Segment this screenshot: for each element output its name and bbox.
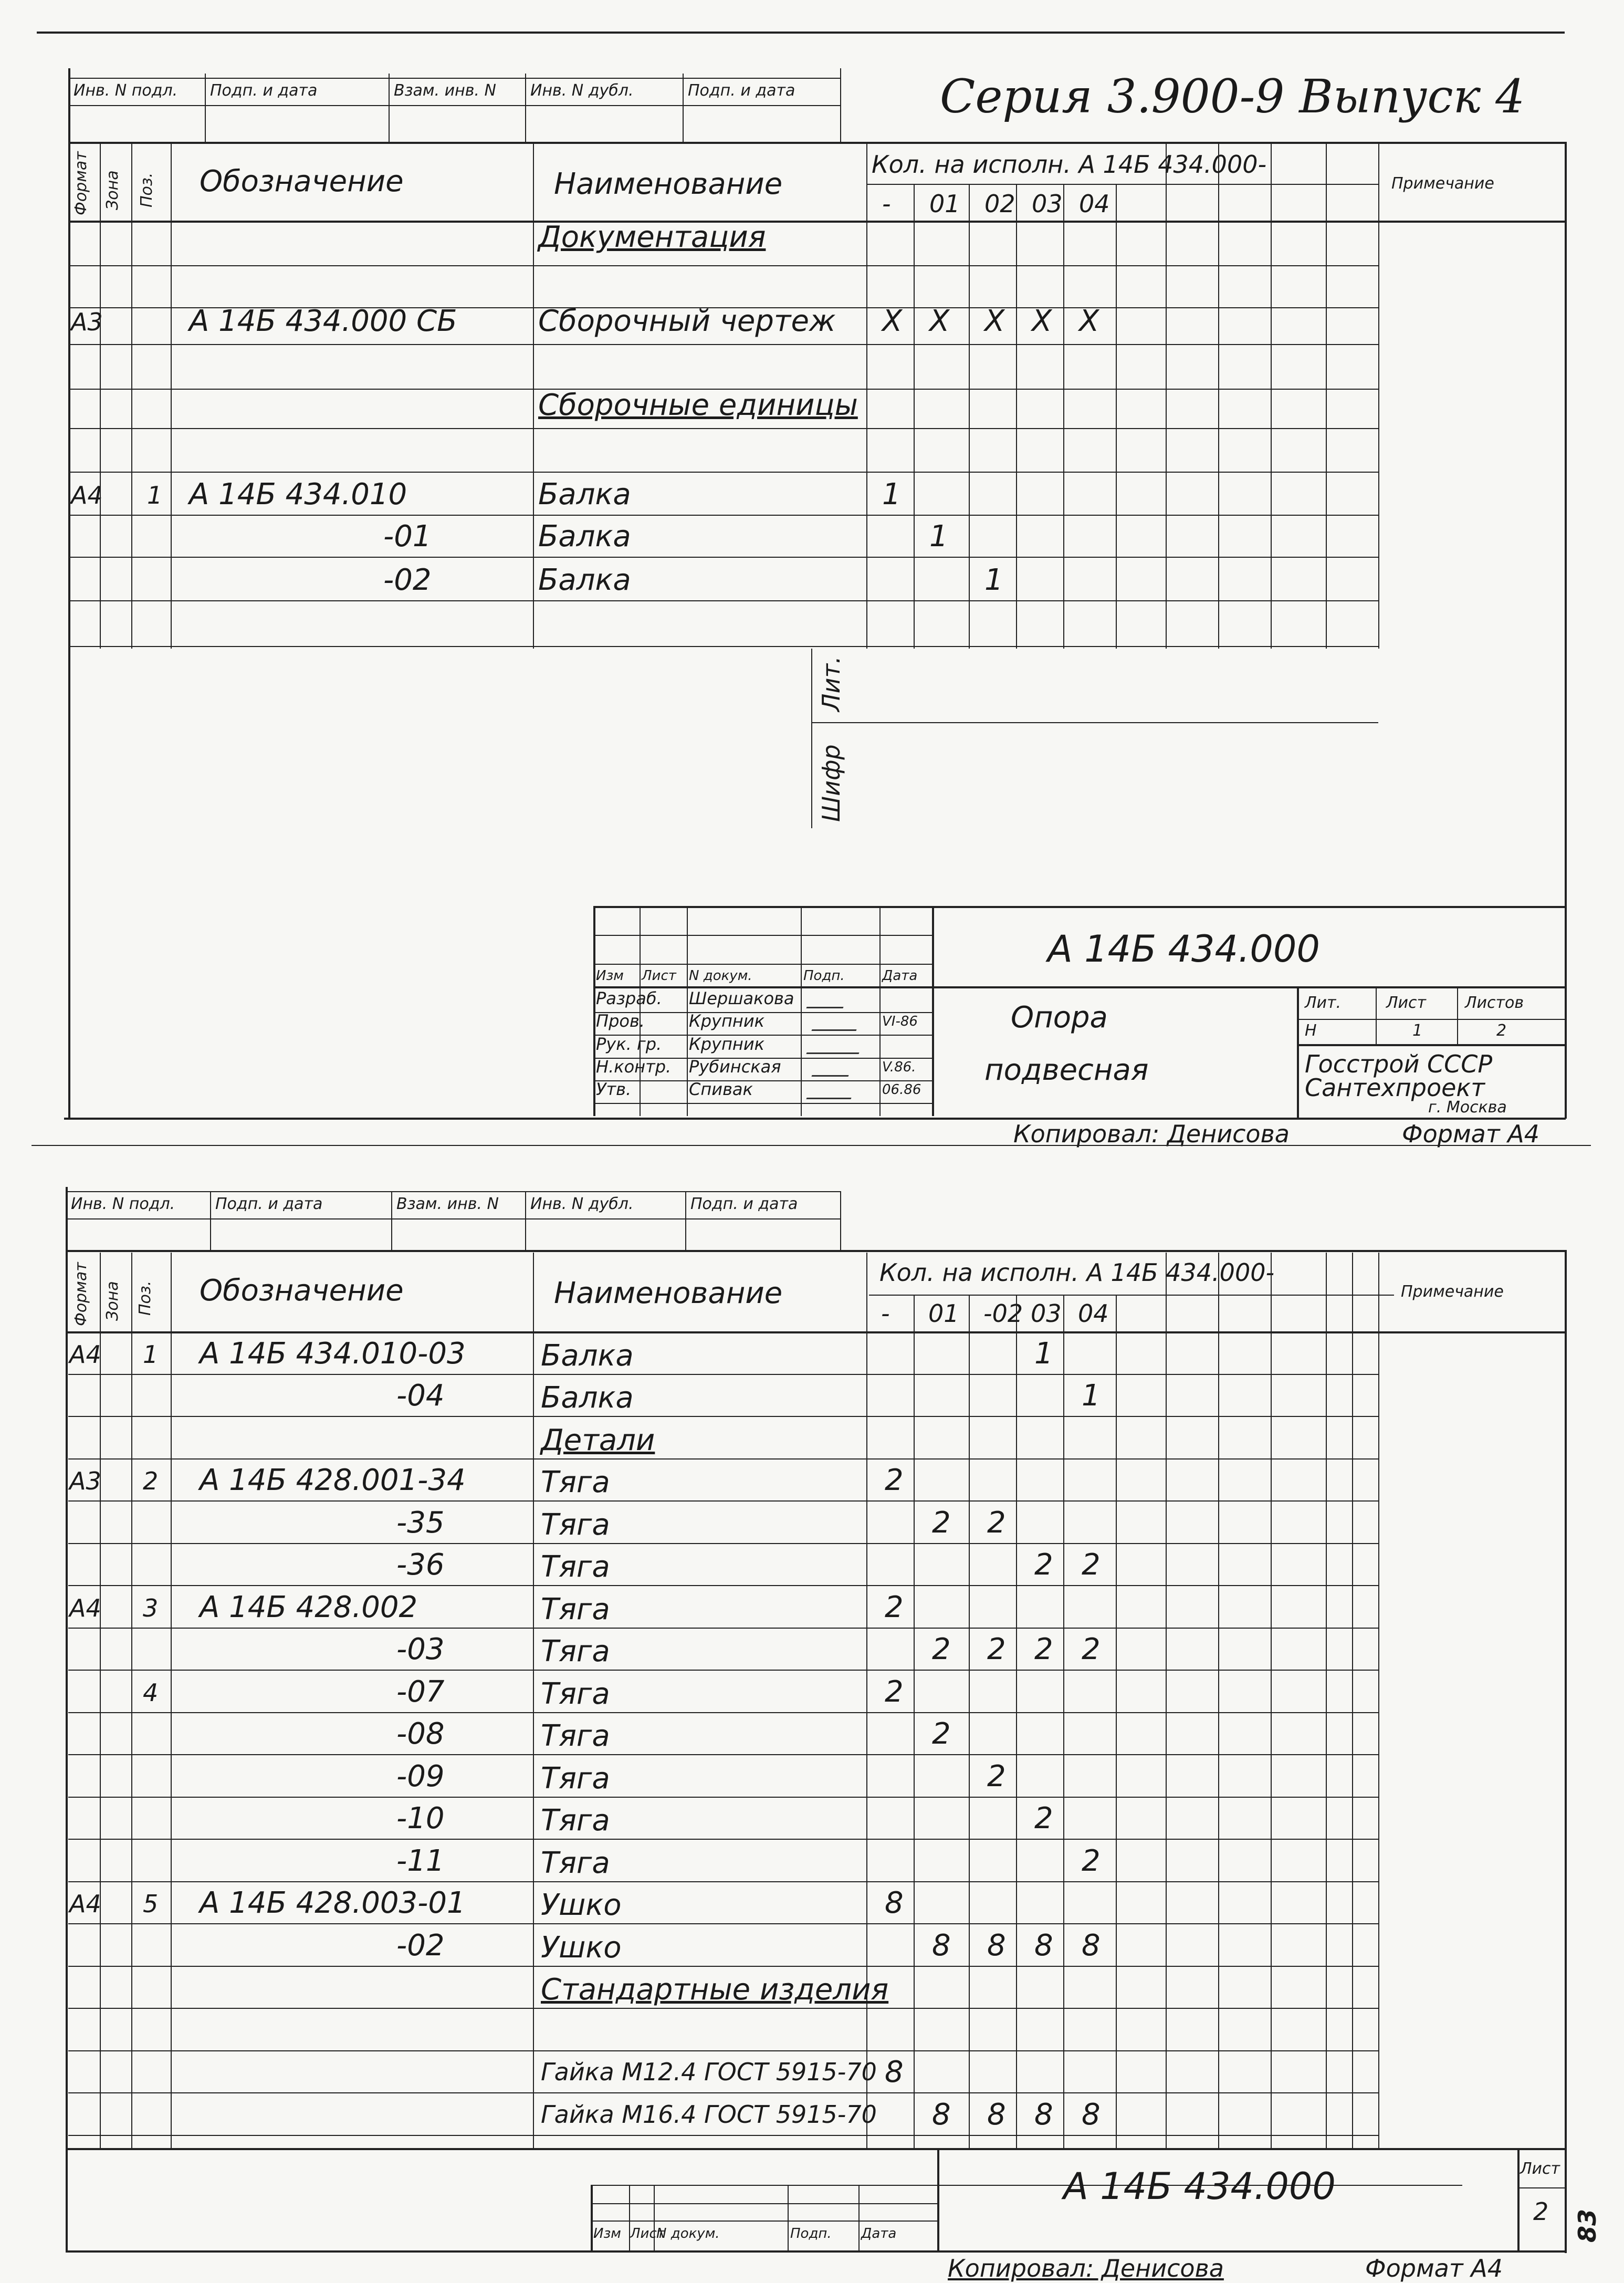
item-name-line1: Опора [1011, 1000, 1108, 1035]
org-line1: Госстрой СССР [1305, 1050, 1493, 1078]
grid-col-7 [1016, 1295, 1017, 2148]
tb-col-4: Дата [882, 968, 918, 984]
row-name: Тяга [541, 1677, 610, 1711]
row-qty-3: 8 [1034, 2098, 1053, 2132]
row-name: Сборочный чертеж [538, 304, 836, 338]
row-pos: 2 [143, 1467, 159, 1495]
grid-row-4 [68, 1543, 1378, 1544]
row-pos: 5 [143, 1890, 159, 1918]
grid-col-11 [1218, 1253, 1219, 2148]
header-qty-title-2: Кол. на исполн. А 14Б 434.000- [879, 1258, 1275, 1287]
grid-col-8 [1063, 1295, 1064, 2148]
row-name: Тяга [541, 1846, 610, 1880]
row-name: Ушко [541, 1888, 622, 1922]
row-qty-2: 8 [987, 2098, 1006, 2132]
sheet-label: Лист [1386, 994, 1427, 1012]
tb-role-3: Н.контр. [596, 1057, 672, 1077]
row-name: Гайка М16.4 ГОСТ 5915-70 [541, 2100, 877, 2129]
row-name: Балка [538, 477, 631, 512]
stamp-column-2-1: Подп. и дата [215, 1195, 323, 1213]
row-qty-3: 2 [1034, 1632, 1053, 1666]
row-qty-3: 1 [1034, 1337, 1053, 1371]
lit-side-label: Лит. [817, 656, 845, 712]
variant-1-variants1: 01 [929, 190, 960, 218]
row-qty-1: X [929, 304, 950, 338]
row-designation: -02 [383, 563, 432, 597]
grid-row-12 [68, 1881, 1378, 1882]
grid-col-3 [533, 142, 534, 649]
grid-col-13 [1326, 142, 1327, 649]
grid-col-12 [1271, 1253, 1272, 2148]
tb-col-2: N докум. [689, 968, 752, 984]
row-qty-4: 2 [1082, 1844, 1101, 1878]
row-designation: -35 [396, 1506, 445, 1540]
format-label-2: Формат А4 [1365, 2254, 1503, 2282]
document-number: А 14Б 434.000 [1047, 927, 1320, 971]
row-name: Сборочные единицы [538, 388, 858, 422]
grid-col-10 [1166, 142, 1167, 649]
grid-col-14 [1378, 142, 1379, 649]
variant-2-variants1: 02 [984, 190, 1015, 218]
row-designation: -10 [396, 1801, 445, 1836]
row-qty-1: 2 [932, 1632, 951, 1666]
row-qty-2: 8 [987, 1928, 1006, 1963]
stamp-column-0: Инв. N подл. [74, 81, 178, 100]
row-name: Балка [538, 563, 631, 597]
row-qty-2: 1 [984, 563, 1003, 597]
row-designation: -07 [396, 1675, 445, 1709]
stamp-column-4: Подп. и дата [688, 81, 795, 100]
header-format: Формат [72, 151, 90, 215]
footer-document-number: А 14Б 434.000 [1063, 2165, 1336, 2208]
grid-col-1 [131, 1253, 132, 2148]
row-qty-4: X [1079, 304, 1099, 338]
grid-row-18 [68, 2135, 1378, 2136]
grid-col-15 [1378, 1253, 1379, 2148]
header-qty-title: Кол. на исполн. А 14Б 434.000- [872, 150, 1267, 179]
grid-row-8 [68, 1712, 1378, 1713]
variant-1-variants2: 01 [928, 1299, 959, 1328]
row-name: Тяга [541, 1761, 610, 1796]
row-designation: А 14Б 428.002 [200, 1590, 418, 1624]
header-format-2: Формат [72, 1262, 90, 1326]
header-designation: Обозначение [200, 164, 404, 199]
row-qty-0: X [882, 304, 903, 338]
row-name: Гайка М12.4 ГОСТ 5915-70 [541, 2058, 877, 2086]
header-zone-2: Зона [103, 1281, 122, 1321]
row-name: Балка [541, 1339, 634, 1373]
row-name: Тяга [541, 1550, 610, 1584]
grid-col-2 [171, 1253, 172, 2148]
row-name: Тяга [541, 1592, 610, 1627]
row-qty-2: X [984, 304, 1005, 338]
row-qty-3: 2 [1034, 1548, 1053, 1582]
page-number: 83 [1573, 2208, 1601, 2243]
row-qty-3: 2 [1034, 1801, 1053, 1836]
variant-0-variants2: - [881, 1299, 890, 1328]
row-designation: -11 [396, 1844, 445, 1878]
grid-row-2 [68, 344, 1378, 345]
copied-by-2: Копировал: Денисова [948, 2254, 1224, 2282]
grid-col-9 [1116, 1295, 1117, 2148]
grid-col-12 [1271, 142, 1272, 649]
stamp-column-2: Взам. инв. N [394, 81, 496, 100]
variant-3-variants1: 03 [1032, 190, 1063, 218]
sheets-label: Листов [1465, 994, 1524, 1012]
row-qty-1: 1 [929, 519, 948, 554]
row-name: Детали [541, 1423, 655, 1457]
header-name-2: Наименование [554, 1276, 783, 1310]
row-qty-0: 2 [885, 1675, 904, 1709]
tb-person-1: Крупник [689, 1011, 764, 1031]
header-note: Примечание [1391, 174, 1494, 193]
row-designation: -01 [383, 519, 432, 554]
tb-col-3: Подп. [790, 2226, 832, 2242]
stamp-column-2-2: Взам. инв. N [396, 1195, 499, 1213]
row-format: А4 [71, 481, 103, 509]
grid-row-16 [68, 2050, 1378, 2051]
row-pos: 1 [147, 481, 163, 509]
grid-col-0 [100, 1253, 101, 2148]
grid-row-6 [68, 515, 1378, 516]
stamp-column-3: Инв. N дубл. [530, 81, 634, 100]
row-qty-0: 8 [885, 1886, 904, 1920]
row-designation: А 14Б 434.010-03 [200, 1337, 466, 1371]
footer-sheet-value: 2 [1533, 2197, 1549, 2226]
row-qty-3: 8 [1034, 1928, 1053, 1963]
signature-1 [811, 1018, 861, 1031]
stamp-column-2-3: Инв. N дубл. [530, 1195, 634, 1213]
tb-date-1: VI-86 [882, 1014, 918, 1029]
grid-col-4 [866, 1253, 867, 2148]
grid-col-11 [1218, 142, 1219, 649]
row-designation: А 14Б 434.000 СБ [189, 304, 457, 338]
org-line2: Сантехпроект [1305, 1073, 1485, 1102]
grid-col-7 [1016, 184, 1017, 649]
row-qty-4: 1 [1082, 1379, 1101, 1413]
grid-row-7 [68, 1670, 1378, 1671]
row-format: А3 [69, 1467, 101, 1495]
tb-role-0: Разраб. [596, 988, 662, 1008]
header-name: Наименование [554, 167, 783, 201]
row-qty-0: 8 [885, 2055, 904, 2089]
tb-col-0: Изм [596, 968, 624, 984]
row-pos: 4 [143, 1679, 159, 1707]
tb-person-3: Рубинская [689, 1057, 781, 1077]
row-qty-4: 8 [1082, 2098, 1101, 2132]
row-designation: А 14Б 428.001-34 [200, 1463, 466, 1497]
row-qty-1: 2 [932, 1506, 951, 1540]
row-qty-2: 2 [987, 1632, 1006, 1666]
row-qty-1: 8 [932, 1928, 951, 1963]
grid-row-9 [68, 646, 1378, 647]
tb-col-1: Лист [630, 2226, 665, 2242]
row-format: А4 [69, 1890, 101, 1918]
tb-role-1: Пров. [596, 1011, 645, 1031]
row-name: Тяга [541, 1634, 610, 1669]
tb-role-line-3 [593, 1080, 932, 1081]
header-designation-2: Обозначение [200, 1274, 404, 1308]
item-name-line2: подвесная [984, 1053, 1149, 1087]
row-designation: А 14Б 434.010 [189, 477, 407, 512]
sheet-value: 1 [1412, 1021, 1423, 1040]
row-designation: -03 [396, 1632, 445, 1666]
grid-col-8 [1063, 184, 1064, 649]
grid-row-1 [68, 1416, 1378, 1417]
row-name: Тяга [541, 1508, 610, 1542]
grid-col-13 [1326, 1253, 1327, 2148]
row-name: Документация [538, 220, 766, 254]
row-qty-4: 2 [1082, 1632, 1101, 1666]
signature-0 [806, 995, 847, 1008]
series-title: Серия 3.900-9 Выпуск 4 [940, 69, 1525, 123]
grid-row-9 [68, 1754, 1378, 1755]
row-name: Ушко [541, 1931, 622, 1965]
grid-col-0 [100, 142, 101, 649]
copied-by: Копировал: Денисова [1013, 1120, 1290, 1148]
row-designation: -36 [396, 1548, 445, 1582]
tb-col-0: Изм [593, 2226, 621, 2242]
grid-row-6 [68, 1628, 1378, 1629]
org-line3: г. Москва [1428, 1098, 1507, 1117]
grid-col-6 [969, 184, 970, 649]
grid-row-10 [68, 1797, 1378, 1798]
format-label: Формат А4 [1402, 1120, 1539, 1148]
row-name: Тяга [541, 1465, 610, 1499]
footer-sheet-label: Лист [1520, 2160, 1560, 2178]
grid-row-5 [68, 1585, 1378, 1586]
tb-person-4: Спивак [689, 1079, 753, 1099]
grid-col-10 [1166, 1253, 1167, 2148]
row-designation: -04 [396, 1379, 445, 1413]
signature-3 [811, 1064, 853, 1077]
row-format: А4 [69, 1594, 101, 1622]
tb-col-2: N докум. [656, 2226, 720, 2242]
grid-col-5 [914, 1295, 915, 2148]
header-note-2: Примечание [1401, 1283, 1504, 1301]
variant-0-variants1: - [882, 190, 891, 218]
row-qty-1: 8 [932, 2098, 951, 2132]
row-qty-4: 2 [1082, 1548, 1101, 1582]
row-designation: А 14Б 428.003-01 [200, 1886, 466, 1920]
row-pos: 1 [143, 1340, 159, 1369]
row-name: Стандартные изделия [541, 1973, 889, 2007]
grid-col-9 [1116, 184, 1117, 649]
grid-row-0 [68, 265, 1378, 266]
signature-2 [806, 1041, 863, 1054]
tb-role-line-4 [593, 1103, 932, 1104]
row-designation: -08 [396, 1717, 445, 1751]
tb-col-3: Подп. [803, 968, 845, 984]
grid-col-3 [533, 1253, 534, 2148]
grid-col-14 [1352, 1253, 1353, 2148]
grid-row-13 [68, 1923, 1378, 1924]
cipher-side-label: Шифр [817, 744, 845, 822]
row-qty-0: 2 [885, 1590, 904, 1624]
row-qty-3: X [1032, 304, 1052, 338]
lit-value: Н [1305, 1021, 1317, 1040]
row-name: Балка [538, 519, 631, 554]
row-name: Тяга [541, 1719, 610, 1753]
grid-col-6 [969, 1295, 970, 2148]
row-designation: -09 [396, 1759, 445, 1794]
row-format: А4 [69, 1340, 101, 1369]
grid-row-4 [68, 428, 1378, 429]
tb-date-3: V.86. [882, 1059, 916, 1075]
variant-4-variants1: 04 [1079, 190, 1110, 218]
row-qty-0: 1 [882, 477, 901, 512]
row-name: Балка [541, 1381, 634, 1415]
tb-col-4: Дата [861, 2226, 897, 2242]
grid-row-14 [68, 1966, 1378, 1967]
header-pos-2: Поз. [136, 1280, 154, 1316]
grid-row-17 [68, 2092, 1378, 2093]
grid-col-1 [131, 142, 132, 649]
stamp-column-2-4: Подп. и дата [690, 1195, 798, 1213]
row-qty-1: 2 [932, 1717, 951, 1751]
tb-col-1: Лист [642, 968, 676, 984]
row-qty-0: 2 [885, 1463, 904, 1497]
grid-col-5 [914, 184, 915, 649]
tb-role-2: Рук. гр. [596, 1034, 662, 1054]
row-qty-2: 2 [987, 1506, 1006, 1540]
row-pos: 3 [143, 1594, 159, 1622]
row-designation: -02 [396, 1928, 445, 1963]
tb-role-4: Утв. [596, 1079, 632, 1099]
variant-3-variants2: 03 [1031, 1299, 1062, 1328]
header-zone: Зона [103, 170, 122, 210]
tb-person-2: Крупник [689, 1034, 764, 1054]
grid-row-15 [68, 2008, 1378, 2009]
sheets-value: 2 [1496, 1021, 1507, 1040]
row-name: Тяга [541, 1804, 610, 1838]
grid-row-7 [68, 557, 1378, 558]
variant-4-variants2: 04 [1078, 1299, 1109, 1328]
stamp-column-2-0: Инв. N подл. [71, 1195, 175, 1213]
tb-date-4: 06.86 [882, 1082, 921, 1098]
header-pos: Поз. [138, 172, 156, 207]
signature-4 [806, 1086, 855, 1099]
grid-col-2 [171, 142, 172, 649]
stamp-column-1: Подп. и дата [210, 81, 318, 100]
grid-row-8 [68, 600, 1378, 601]
row-format: А3 [71, 308, 103, 336]
variant-2-variants2: -02 [983, 1299, 1023, 1328]
grid-col-4 [866, 142, 867, 649]
tb-person-0: Шершакова [689, 988, 794, 1008]
grid-row-5 [68, 472, 1378, 473]
grid-row-3 [68, 1500, 1378, 1502]
grid-row-2 [68, 1458, 1378, 1460]
row-qty-2: 2 [987, 1759, 1006, 1794]
lit-label: Лит. [1305, 994, 1342, 1012]
row-qty-4: 8 [1082, 1928, 1101, 1963]
grid-row-11 [68, 1839, 1378, 1840]
grid-row-0 [68, 1374, 1378, 1375]
